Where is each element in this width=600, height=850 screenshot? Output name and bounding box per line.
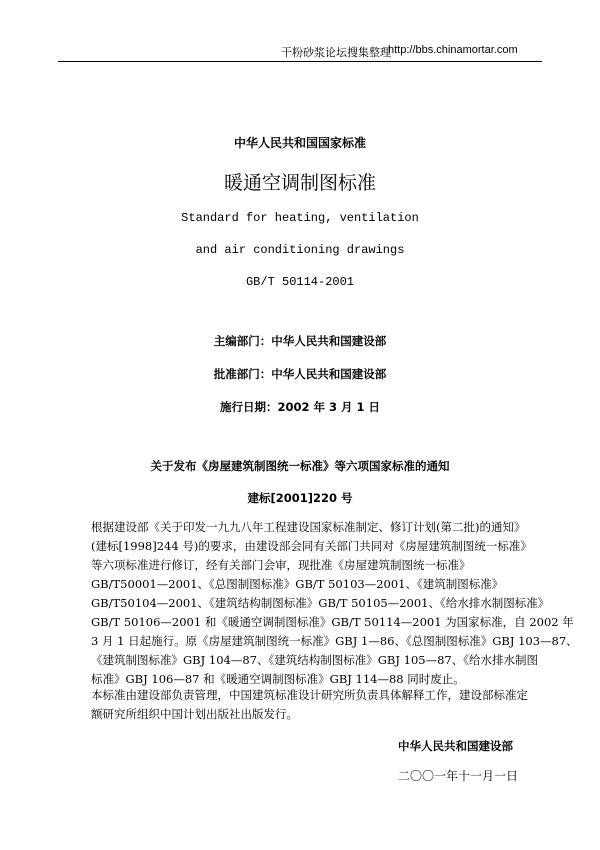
paragraph-line: 本标准由建设部负责管理，中国建筑标准设计研究所负责具体解释工作，建设部标准定 — [91, 688, 528, 702]
paragraph-line: GB/T50001—2001、《总图制图标准》GB/T 50103—2001、《建筑制图标准》 — [91, 577, 504, 591]
editor-department: 主编部门：中华人民共和国建设部 — [213, 334, 387, 348]
page-header — [0, 40, 600, 64]
paragraph-line: 标准》GBJ 106—87 和《暖通空调制图标准》GBJ 114—88 同时废止。 — [91, 672, 465, 686]
approval-department: 批准部门：中华人民共和国建设部 — [213, 367, 387, 381]
notice-paragraph-1 — [91, 518, 578, 689]
header-forum-text: 干粉砂浆论坛搜集整理 — [281, 46, 391, 59]
paragraph-line: 根据建设部《关于印发一九九八年工程建设国家标准制定、修订计划(第二批)的通知》 — [91, 520, 526, 534]
paragraph-line: 《建筑制图标准》GBJ 104—87、《建筑结构制图标准》GBJ 105—87、《给水排水制图 — [91, 653, 538, 667]
issue-date: 二〇〇一年十一月一日 — [398, 769, 519, 783]
paragraph-line: 等六项标准进行修订，经有关部门会审，现批准《房屋建筑制图统一标准》 — [91, 558, 471, 572]
paragraph-line: 额研究所组织中国计划出版社出版发行。 — [91, 707, 298, 721]
notice-title: 关于发布《房屋建筑制图统一标准》等六项国家标准的通知 — [150, 459, 450, 473]
standard-title-cn: 暖通空调制图标准 — [223, 172, 376, 194]
standard-title-en-line1: Standard for heating, ventilation — [181, 211, 419, 225]
effective-date: 施行日期：2002 年 3 月 1 日 — [219, 400, 381, 414]
standard-title-en-line2: and air conditioning drawings — [195, 243, 405, 257]
standard-code: GB/T 50114-2001 — [245, 275, 355, 289]
paragraph-line: 3 月 1 日起施行。原《房屋建筑制图统一标准》GBJ 1—86、《总图制图标准》GBJ 103—87、 — [91, 634, 578, 648]
notice-paragraph-2 — [91, 686, 528, 724]
header-rule — [58, 61, 542, 62]
notice-number: 建标[2001]220 号 — [247, 491, 353, 505]
paragraph-line: GB/T 50106—2001 和《暖通空调制图标准》GB/T 50114—2001 为国家标准，自 2002 年 — [91, 615, 574, 629]
header-url-link[interactable]: http://bbs.chinamortar.com — [388, 44, 518, 56]
paragraph-line: (建标[1998]244 号)的要求，由建设部会同有关部门共同对《房屋建筑制图统一标准》 — [91, 539, 532, 553]
national-standard-label: 中华人民共和国国家标准 — [233, 136, 366, 150]
paragraph-line: GB/T50104—2001、《建筑结构制图标准》GB/T 50105—2001、《给水排水制图标准》 — [91, 596, 550, 610]
issuer-signature: 中华人民共和国建设部 — [398, 739, 513, 753]
